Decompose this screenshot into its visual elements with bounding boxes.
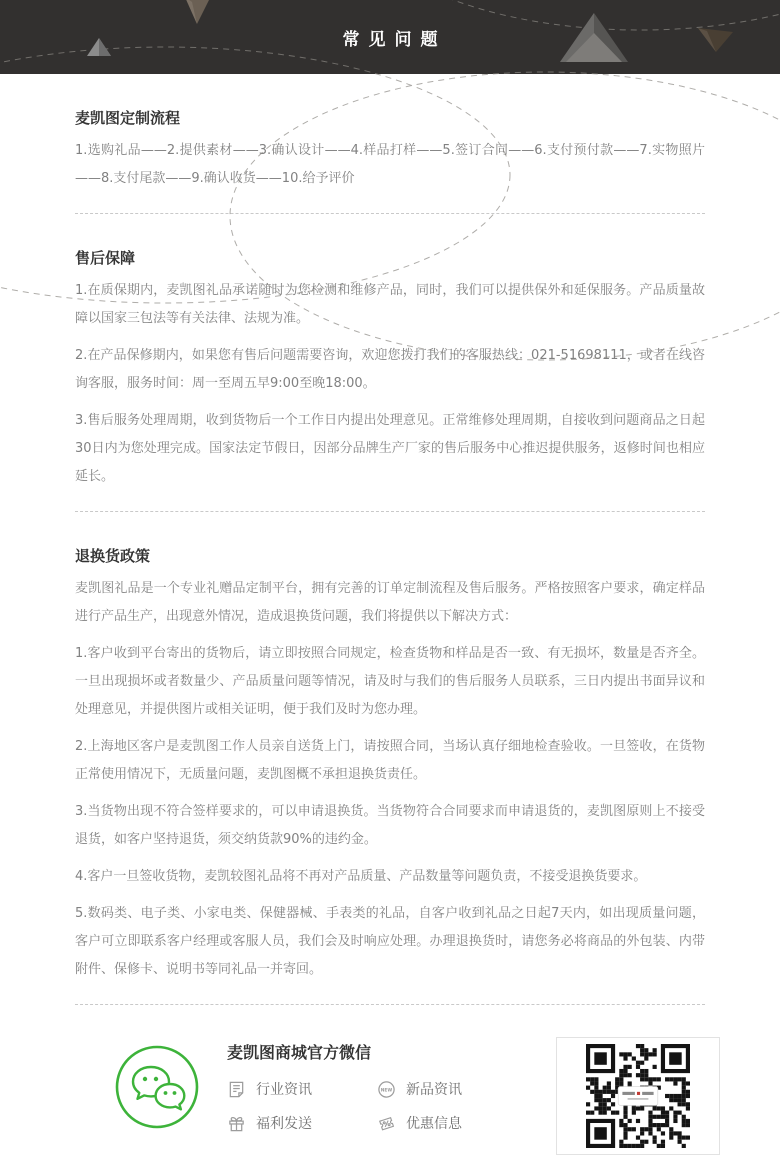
wechat-qr-code xyxy=(556,1037,720,1155)
feature-label: 行业资讯 xyxy=(256,1082,312,1098)
news-doc-icon xyxy=(227,1080,246,1099)
process-steps: 1.选购礼品——2.提供素材——3.确认设计——4.样品打样——5.签订合同——6.支付预付款——7.实物照片——8.支付尾款——9.确认收货——10.给予评价 xyxy=(75,143,705,186)
section-heading: 售后保障 xyxy=(75,249,136,267)
paragraph: 3.售后服务处理周期，收到货物后一个工作日内提出处理意见。正常维修处理周期，自接收到问题商品之日起30日内为您处理完成。国家法定节假日，因部分品牌生产厂家的售后服务中心推迟提供服务，返修时间也相应延长。 xyxy=(75,413,705,484)
wechat-icon xyxy=(113,1043,201,1131)
paragraph: 4.客户一旦签收货物，麦凯较图礼品将不再对产品质量、产品数量等问题负责，不接受退换货要求。 xyxy=(75,869,647,884)
gift-icon xyxy=(227,1114,246,1133)
paragraph: 2.上海地区客户是麦凯图工作人员亲自送货上门，请按照合同，当场认真仔细地检查验收。一旦签收，在货物正常使用情况下，无质量问题，麦凯图概不承担退换货责任。 xyxy=(75,739,705,782)
main-content xyxy=(0,107,780,1005)
paragraph: 1.客户收到平台寄出的货物后，请立即按照合同规定，检查货物和样品是否一致、有无损坏，数量是否齐全。一旦出现损坏或者数量少、产品质量问题等情况，请及时与我们的售后服务人员联系，三日内提出书面异议和处理意见，并提供图片或相关证明，便于我们及时为您办理。 xyxy=(75,646,705,717)
svg-text:NEW: NEW xyxy=(380,1088,393,1094)
paragraph: 2.在产品保修期内，如果您有售后问题需要咨询，欢迎您拨打我们的客服热线：021-51698111，或者在线咨询客服，服务时间：周一至周五早9:00至晚18:00。 xyxy=(75,348,705,391)
page-header xyxy=(0,0,780,74)
paragraph: 3.当货物出现不符合签样要求的，可以申请退换货。当货物符合合同要求而申请退货的，麦凯图原则上不接受退货，如客户坚持退货，须交纳货款90%的违约金。 xyxy=(75,804,705,847)
wechat-account-title: 麦凯图商城官方微信 xyxy=(227,1043,372,1062)
section-returns xyxy=(75,545,705,984)
section-heading: 退换货政策 xyxy=(75,547,151,565)
wechat-footer xyxy=(0,1005,780,1155)
paragraph: 5.数码类、电子类、小家电类、保健器械、手表类的礼品，自客户收到礼品之日起7天内，如出现质量问题，客户可立即联系客户经理或客服人员，我们会及时响应处理。办理退换货时，请您务必将商品的外包装、内带附件、保修卡、说明书等同礼品一并寄回。 xyxy=(75,906,705,977)
paragraph: 麦凯图礼品是一个专业礼赠品定制平台，拥有完善的订单定制流程及售后服务。严格按照客户要求，确定样品进行产品生产，出现意外情况，造成退换货问题，我们将提供以下解决方式： xyxy=(75,581,705,624)
feature-benefits xyxy=(227,1113,377,1133)
feature-label: 福利发送 xyxy=(256,1116,312,1132)
feature-new-products xyxy=(377,1079,527,1099)
qr-pattern xyxy=(586,1044,690,1148)
wechat-feature-grid xyxy=(227,1079,556,1133)
feature-label: 新品资讯 xyxy=(406,1082,462,1098)
new-badge-icon xyxy=(377,1080,396,1099)
feature-industry-news xyxy=(227,1079,377,1099)
paragraph: 1.在质保期内，麦凯图礼品承诺随时为您检测和维修产品，同时，我们可以提供保外和延保服务。产品质量故障以国家三包法等有关法律、法规为准。 xyxy=(75,283,705,326)
section-aftersales xyxy=(75,247,705,491)
dashed-divider xyxy=(75,213,705,214)
section-process xyxy=(75,107,705,193)
dashed-divider xyxy=(75,511,705,512)
coupon-icon xyxy=(377,1114,396,1133)
feature-label: 优惠信息 xyxy=(406,1116,462,1132)
section-heading: 麦凯图定制流程 xyxy=(75,109,181,127)
feature-discounts xyxy=(377,1113,527,1133)
wechat-info xyxy=(227,1040,556,1133)
page-title: 常见问题 xyxy=(342,29,447,50)
